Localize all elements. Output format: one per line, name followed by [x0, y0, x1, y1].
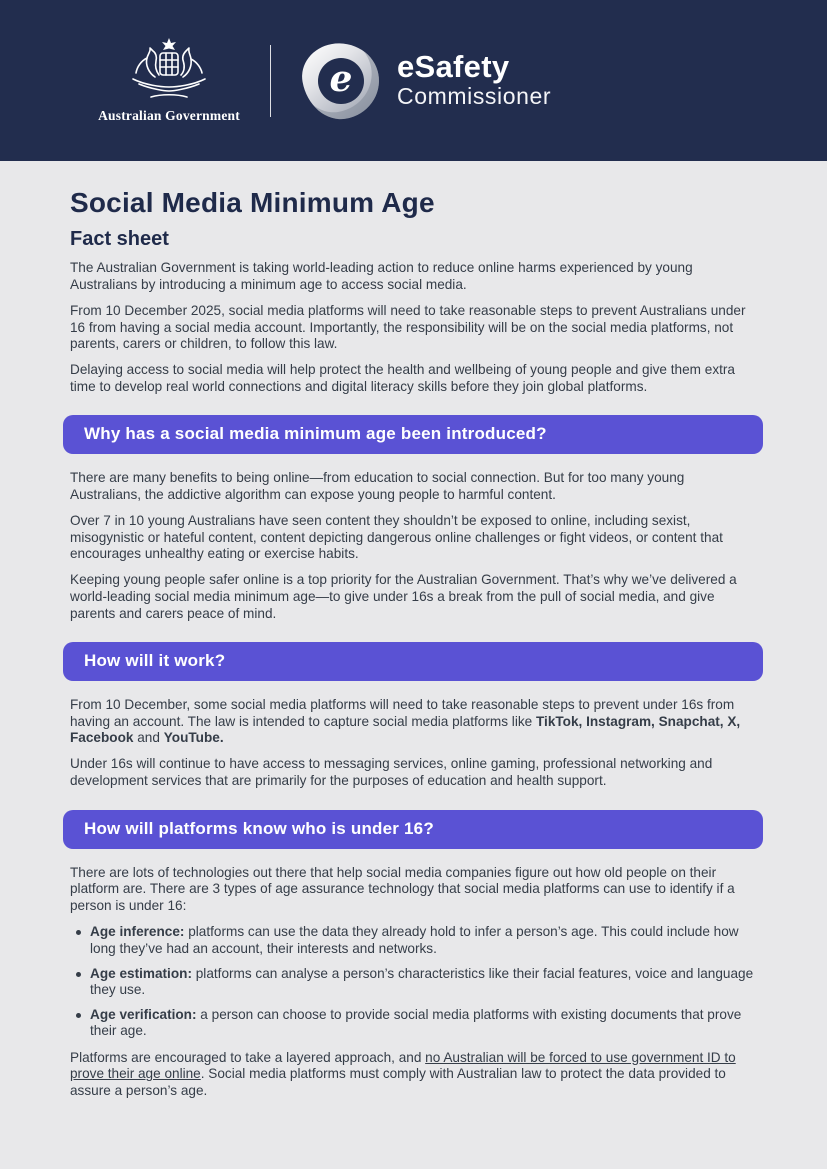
paragraph: [70, 303, 757, 353]
text-run: and: [133, 730, 164, 746]
bold-text: Age inference:: [90, 924, 185, 940]
bullet-item: [90, 924, 757, 957]
document-body: [0, 188, 827, 1099]
section-heading-banner: How will platforms know who is under 16?: [63, 810, 763, 849]
text-run: platforms can analyse a person’s characteristics like their facial features, voice and language they use.: [90, 965, 754, 998]
paragraph: [70, 513, 757, 563]
bold-text: YouTube.: [163, 730, 224, 746]
coat-of-arms-icon: [121, 37, 217, 103]
underlined-emphasis: no Australian will be forced to use government ID to prove their age online: [70, 1049, 736, 1082]
bold-text: Age estimation:: [90, 965, 192, 981]
text-run: Under 16s will continue to have access to messaging services, online gaming, professional networking and development services that are primarily for the purposes of education and health support.: [70, 756, 713, 789]
text-run: There are many benefits to being online—from education to social connection. But for too many young Australians, the addictive algorithm can expose young people to harmful content.: [70, 470, 685, 503]
paragraph: [70, 572, 757, 622]
esafety-e-glyph: e: [318, 58, 364, 104]
bold-text: Age verification:: [90, 1006, 197, 1022]
paragraph: [70, 1050, 757, 1100]
text-run: Keeping young people safer online is a top priority for the Australian Government. That’s why we’ve delivered a world-leading social media minimum age—to give under 16s a break from the pull of social media, and give parents and carers peace of mind.: [70, 572, 737, 621]
australian-government-label: Australian Government: [98, 108, 240, 123]
header-divider: [270, 45, 271, 117]
section-heading-banner: Why has a social media minimum age been introduced?: [63, 415, 763, 454]
bullet-item: [90, 966, 757, 999]
text-run: platforms can use the data they already hold to infer a person’s age. This could include how long they’ve had an account, their interests and networks.: [90, 924, 739, 957]
text-run: From 10 December 2025, social media platforms will need to take reasonable steps to prevent Australians under 16 from having a social media account. Importantly, the responsibility will be on the social media platforms, not parents, carers or children, to follow this law.: [70, 302, 746, 352]
paragraph: [70, 260, 757, 293]
section-heading-banner: How will it work?: [63, 642, 763, 681]
paragraph: [70, 756, 757, 789]
esafety-pebble-icon: [297, 36, 385, 124]
text-run: . Social media platforms must comply with Australian law to protect the data provided to assure a person’s age.: [70, 1066, 726, 1098]
text-run: a person can choose to provide social media platforms with existing documents that prove their age.: [90, 1006, 742, 1039]
bold-text: TikTok, Instagram, Snapchat, X, Facebook: [70, 713, 741, 746]
esafety-brand-name: eSafety: [397, 49, 510, 85]
text-run: Delaying access to social media will help protect the health and wellbeing of young people and give them extra time to develop real world connections and digital literacy skills before they join global platforms.: [70, 362, 735, 394]
paragraph: [70, 865, 757, 915]
bullet-item: [90, 1007, 757, 1040]
esafety-logo: [303, 43, 551, 119]
paragraph: [70, 362, 757, 395]
esafety-wordmark: [397, 51, 551, 109]
text-run: Over 7 in 10 young Australians have seen content they shouldn’t be exposed to online, including sexist, misogynistic or hateful content, content depicting dangerous online challenges or fight videos, or content that encourages unhealthy eating or exercise habits.: [70, 513, 723, 562]
paragraph: [70, 470, 757, 503]
document-blocks: [70, 260, 757, 1099]
text-run: There are lots of technologies out there that help social media companies figure out how old people on their platform are. There are 3 types of age assurance technology that social media platforms can use to identify if a person is under 16:: [70, 864, 735, 913]
document-subtitle: Fact sheet: [70, 227, 169, 250]
bullet-list: [70, 924, 757, 1040]
page-header: [0, 0, 827, 161]
australian-government-logo: [100, 37, 238, 124]
page-title: Social Media Minimum Age: [70, 187, 435, 218]
text-run: Platforms are encouraged to take a layered approach, and: [70, 1049, 426, 1065]
text-run: The Australian Government is taking world-leading action to reduce online harms experienced by young Australians by introducing a minimum age to access social media.: [70, 260, 693, 292]
text-run: From 10 December, some social media platforms will need to take reasonable steps to prevent under 16s from having an account. The law is intended to capture social media platforms like: [70, 697, 735, 729]
esafety-brand-subtitle: Commissioner: [397, 83, 552, 110]
paragraph: [70, 697, 757, 747]
